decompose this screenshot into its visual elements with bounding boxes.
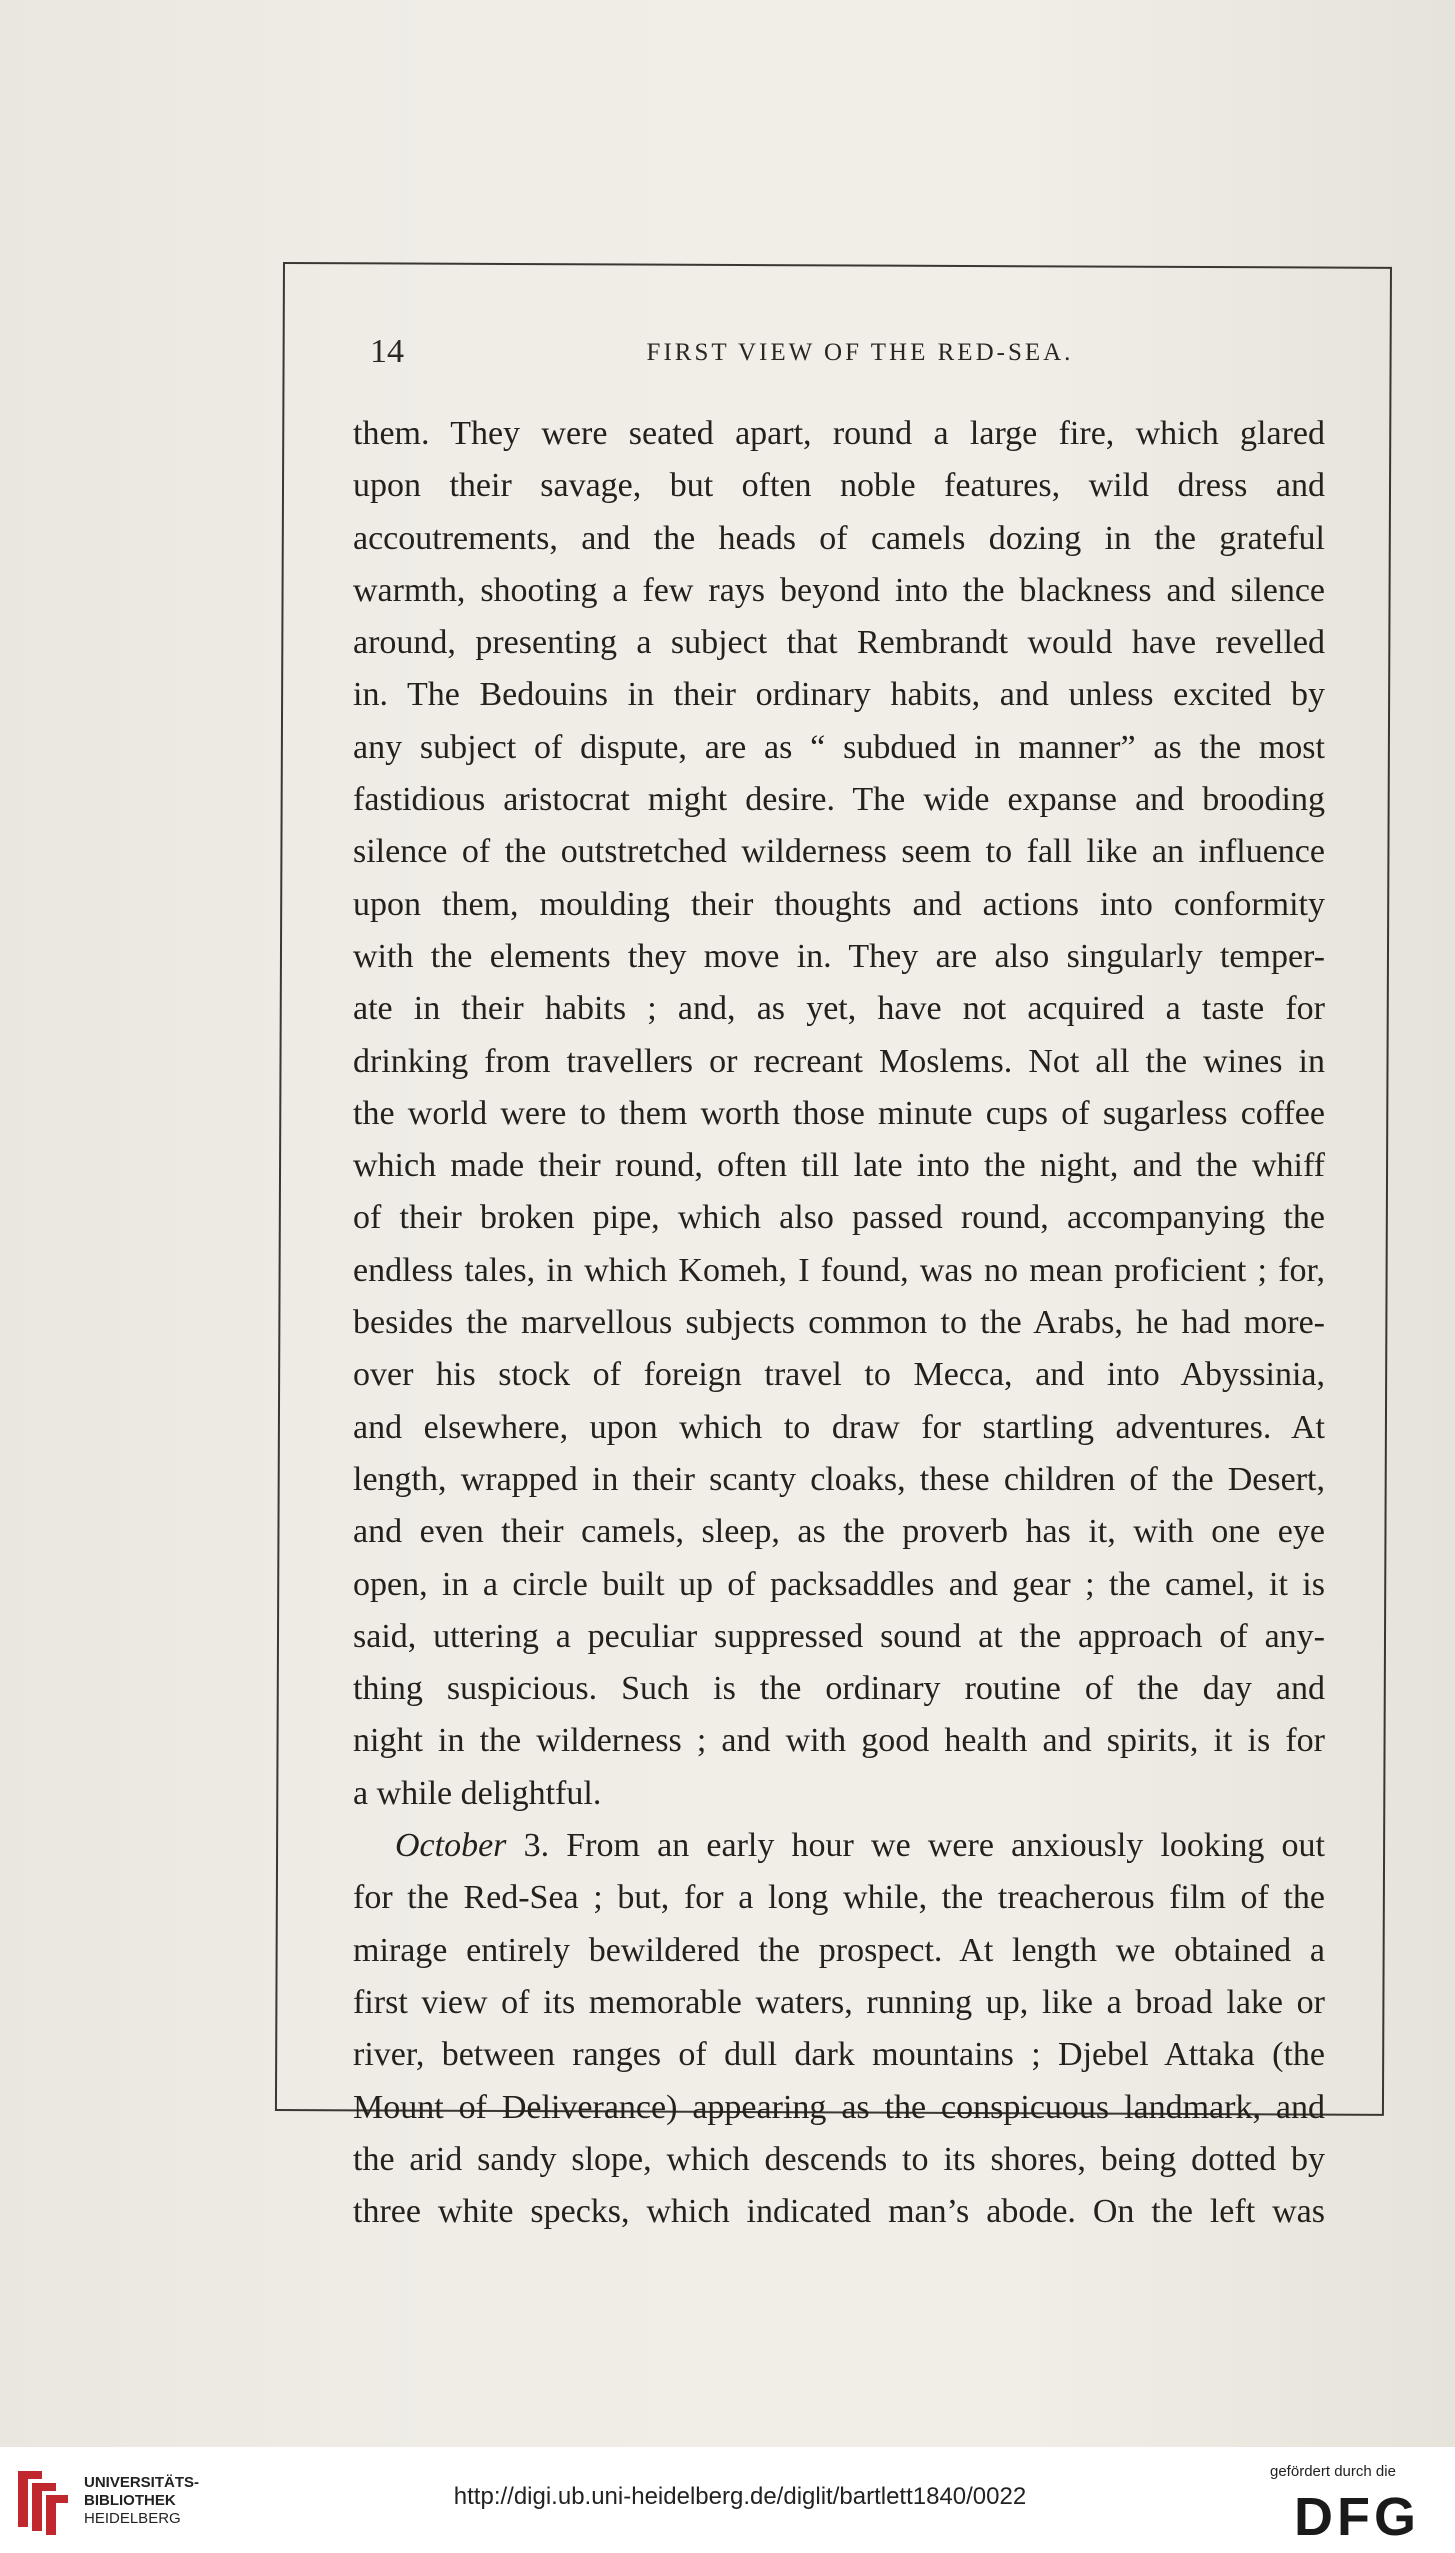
text-line	[353, 1820, 1325, 1872]
text-line: ate in their habits ; and, as yet, have not acquired a taste for	[353, 990, 1325, 1028]
text-line: night in the wilderness ; and with good health and spirits, it is for	[353, 1722, 1325, 1760]
text-line: river, between ranges of dull dark mountains ; Djebel Attaka (the	[353, 2036, 1325, 2074]
text-line: Mount of Deliverance) appearing as the conspicuous landmark, and	[353, 2088, 1325, 2126]
text-line: open, in a circle built up of packsaddles and gear ; the camel, it is	[353, 1565, 1325, 1603]
text-line: drinking from travellers or recreant Moslems. Not all the wines in	[353, 1042, 1325, 1080]
source-url-link[interactable]: http://digi.ub.uni-heidelberg.de/diglit/bartlett1840/0022	[453, 2483, 1027, 2510]
text-line: the arid sandy slope, which descends to its shores, being dotted by	[353, 2140, 1325, 2178]
text-line: warmth, shooting a few rays beyond into the blackness and silence	[353, 571, 1325, 609]
text-line: and even their camels, sleep, as the proverb has it, with one eye	[353, 1513, 1325, 1551]
running-head: FIRST VIEW OF THE RED-SEA.	[646, 339, 1074, 366]
text-line: said, uttering a peculiar suppressed sound at the approach of any-	[353, 1617, 1325, 1655]
text-line: the world were to them worth those minute cups of sugarless coffee	[353, 1094, 1325, 1132]
date-label: October	[395, 1827, 507, 1865]
text-line: thing suspicious. Such is the ordinary routine of the day and	[353, 1670, 1325, 1708]
paragraph-1	[353, 408, 1325, 1820]
university-library-logo-icon	[12, 2465, 72, 2537]
funding-note: gefördert durch die	[1270, 2463, 1396, 2480]
date-line-text: 3. From an early hour we were anxiously looking out	[506, 1827, 1325, 1865]
text-line: any subject of dispute, are as “ subdued in manner” as the most	[353, 728, 1325, 766]
library-name-line: BIBLIOTHEK	[84, 2492, 176, 2509]
paragraph-2	[353, 1820, 1325, 2238]
text-line: endless tales, in which Komeh, I found, was no mean proficient ; for,	[353, 1251, 1325, 1289]
text-line: mirage entirely bewildered the prospect. At length we obtained a	[353, 1931, 1325, 1969]
text-line: a while delightful.	[353, 1774, 602, 1812]
text-line: in. The Bedouins in their ordinary habits, and unless excited by	[353, 676, 1325, 714]
text-line: upon their savage, but often noble features, wild dress and	[353, 467, 1325, 505]
page-number: 14	[370, 333, 404, 370]
text-line: upon them, moulding their thoughts and actions into conformity	[353, 885, 1325, 923]
text-line: of their broken pipe, which also passed round, accompanying the	[353, 1199, 1325, 1237]
dfg-logo: DFG	[1294, 2487, 1420, 2547]
text-line: length, wrapped in their scanty cloaks, these children of the Desert,	[353, 1460, 1325, 1498]
library-name-line: HEIDELBERG	[84, 2510, 181, 2527]
text-line: and elsewhere, upon which to draw for startling adventures. At	[353, 1408, 1325, 1446]
text-line: them. They were seated apart, round a large fire, which glared	[353, 415, 1325, 452]
text-line: silence of the outstretched wilderness seem to fall like an influence	[353, 833, 1325, 871]
text-line: fastidious aristocrat might desire. The wide expanse and brooding	[353, 781, 1325, 819]
text-line: first view of its memorable waters, running up, like a broad lake or	[353, 1983, 1325, 2021]
text-line: for the Red-Sea ; but, for a long while, the treacherous film of the	[353, 1879, 1325, 1917]
body-text	[353, 408, 1325, 2238]
text-line: besides the marvellous subjects common to the Arabs, he had more-	[353, 1304, 1325, 1342]
text-line: around, presenting a subject that Rembrandt would have revelled	[353, 624, 1325, 662]
page-header	[370, 333, 1330, 377]
text-line: accoutrements, and the heads of camels dozing in the grateful	[353, 519, 1325, 557]
text-line: three white specks, which indicated man’s abode. On the left was	[353, 2193, 1325, 2231]
text-line: which made their round, often till late into the night, and the whiff	[353, 1147, 1325, 1185]
library-name-line: UNIVERSITÄTS-	[84, 2474, 200, 2491]
text-line: with the elements they move in. They are also singularly temper-	[353, 937, 1325, 975]
library-name	[84, 2474, 199, 2528]
text-line: over his stock of foreign travel to Mecca, and into Abyssinia,	[353, 1356, 1325, 1394]
